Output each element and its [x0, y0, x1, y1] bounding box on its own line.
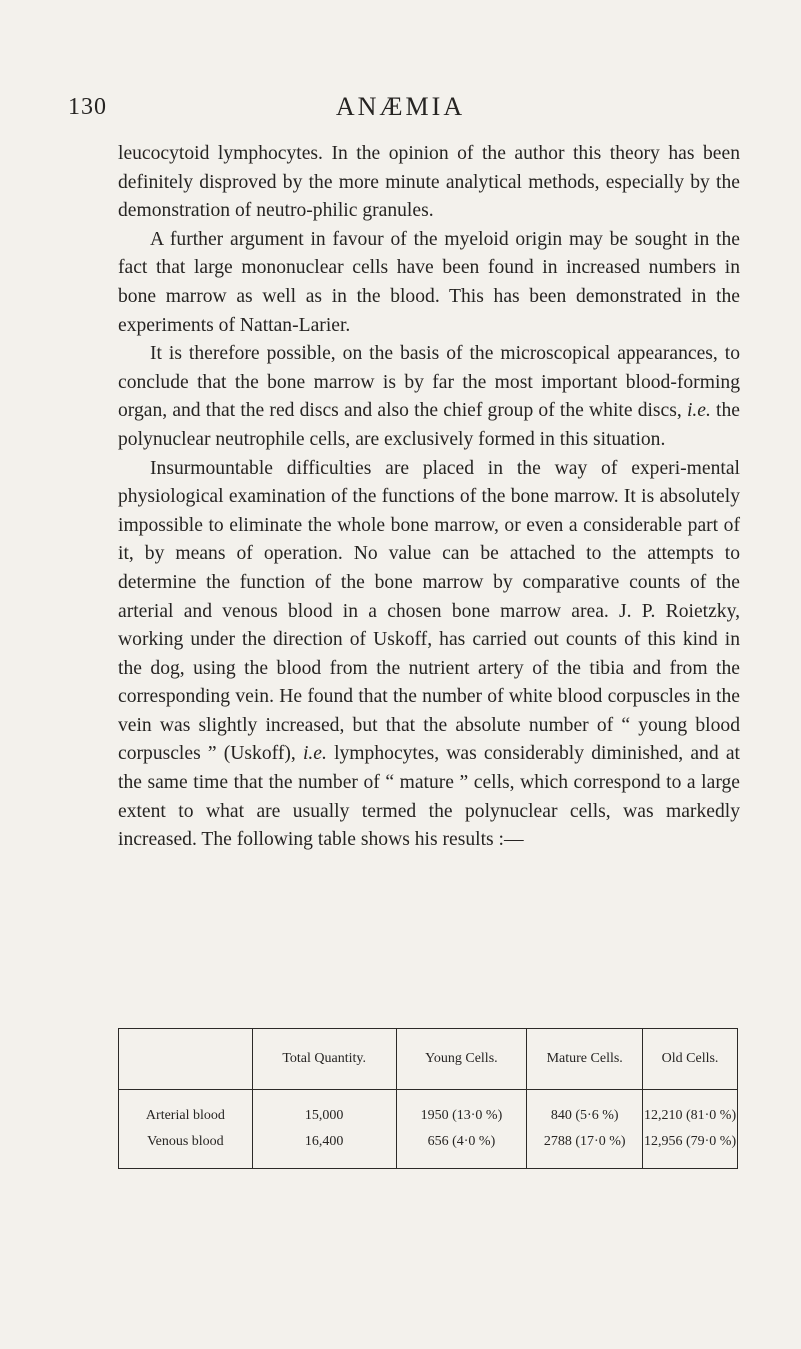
- table-cell: 12,210 (81·0 %): [643, 1090, 738, 1127]
- results-table: [118, 1028, 738, 1169]
- table-cell: 12,956 (79·0 %): [643, 1126, 738, 1169]
- table-cell: 840 (5·6 %): [527, 1090, 643, 1127]
- paragraph: [118, 455, 740, 855]
- paragraph-text: lymphocytes, was considerably diminished, and at the same time that the number of “ mature ” cells, which correspond to a large extent to what are usually termed the polynuclear cells, was markedly increased. The following table shows his results :—: [118, 743, 740, 851]
- table-cell: 16,400: [252, 1126, 396, 1169]
- table-header-cell: Young Cells.: [396, 1029, 527, 1090]
- results-table-container: [118, 1028, 738, 1169]
- table-row: [119, 1126, 738, 1169]
- table-header-cell: [119, 1029, 253, 1090]
- table-cell: 15,000: [252, 1090, 396, 1127]
- table-cell: 656 (4·0 %): [396, 1126, 527, 1169]
- italic-abbreviation: i.e.: [302, 743, 327, 765]
- table-cell: Arterial blood: [119, 1090, 253, 1127]
- running-head: ANÆMIA: [335, 92, 466, 121]
- paragraph-text: the polynuclear neutrophile cells, are exclusively formed in this situation.: [118, 400, 740, 450]
- table-cell: 2788 (17·0 %): [527, 1126, 643, 1169]
- paragraph: [118, 340, 740, 454]
- paragraph: [118, 140, 740, 226]
- table-row: [119, 1090, 738, 1127]
- paragraph-text: A further argument in favour of the myeloid origin may be sought in the fact that large mononuclear cells have been found in increased numbers in bone marrow as well as in the blood. This has been demonstrated in the experiments of Nattan-Larier.: [118, 228, 740, 336]
- table-header-cell: Mature Cells.: [527, 1029, 643, 1090]
- body-text: [118, 140, 740, 855]
- paragraph-text: Insurmountable difficulties are placed in the way of experi-mental physiological examination of the functions of the bone marrow. It is absolutely impossible to eliminate the whole bone marrow, or even a considerable part of it, by means of operation. No value can be attached to the attempts to determine the function of the bone marrow by comparative counts of the arterial and venous blood in a chosen bone marrow area. J. P. Roietzky, working under the direction of Uskoff, has carried out counts of this kind in the dog, using the blood from the nutrient artery of the tibia and from the corresponding vein. He found that the number of white blood corpuscles in the vein was slightly increased, but that the absolute number of “ young blood corpuscles ” (Uskoff),: [118, 457, 740, 765]
- table-header-cell: Old Cells.: [643, 1029, 738, 1090]
- table-header-row: [119, 1029, 738, 1090]
- table-cell: 1950 (13·0 %): [396, 1090, 527, 1127]
- page-header: [0, 0, 801, 120]
- paragraph: [118, 226, 740, 340]
- paragraph-text: leucocytoid lymphocytes. In the opinion of the author this theory has been definitely disproved by the more minute analytical methods, especially by the demonstration of neutro-philic granules.: [118, 143, 740, 222]
- italic-abbreviation: i.e.: [686, 400, 711, 422]
- table-cell: Venous blood: [119, 1126, 253, 1169]
- table-header-cell: Total Quantity.: [252, 1029, 396, 1090]
- paragraph-text: It is therefore possible, on the basis of the microscopical appearances, to conclude that the bone marrow is by far the most important blood-forming organ, and that the red discs and also the chief group of the white discs,: [118, 343, 740, 422]
- page-number: 130: [68, 94, 107, 120]
